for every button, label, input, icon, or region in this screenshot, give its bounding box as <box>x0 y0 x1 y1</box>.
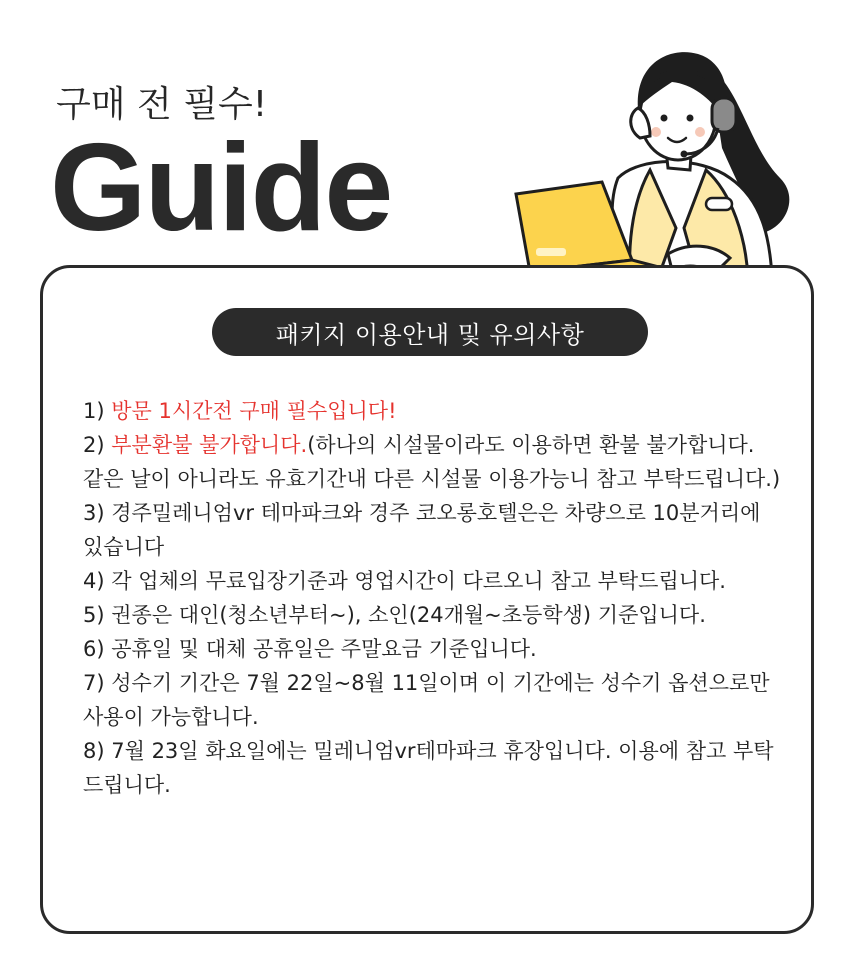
item-text: 권종은 대인(청소년부터~), 소인(24개월~초등학생) 기준입니다. <box>111 603 706 627</box>
item-number: 2) <box>83 433 105 457</box>
item-text: 7월 23일 화요일에는 밀레니엄vr테마파크 휴장입니다. 이용에 참고 부탁 드립니다. <box>83 739 774 797</box>
item-highlight: 방문 1시간전 구매 필수입니다! <box>111 399 397 423</box>
guide-subtitle: 구매 전 필수! <box>56 84 268 125</box>
item-number: 7) <box>83 671 105 695</box>
notice-item-6 <box>83 632 781 666</box>
call-center-agent-illustration <box>500 28 800 278</box>
notice-heading: 패키지 이용안내 및 유의사항 <box>212 308 648 356</box>
guide-title: Guide <box>50 119 392 257</box>
item-number: 3) <box>83 501 105 525</box>
item-text: 성수기 기간은 7월 22일~8월 11일이며 이 기간에는 성수기 옵션으로만 사용이 가능합니다. <box>83 671 770 729</box>
notice-item-1 <box>83 394 781 428</box>
notice-item-8 <box>83 734 781 802</box>
item-number: 5) <box>83 603 105 627</box>
item-text: 경주밀레니엄vr 테마파크와 경주 코오롱호텔은은 차량으로 10분거리에 있습니다 <box>83 501 761 559</box>
item-number: 8) <box>83 739 105 763</box>
notice-item-7 <box>83 666 781 734</box>
item-number: 1) <box>83 399 105 423</box>
notice-item-5 <box>83 598 781 632</box>
item-number: 6) <box>83 637 105 661</box>
item-text: 공휴일 및 대체 공휴일은 주말요금 기준입니다. <box>111 637 537 661</box>
item-text: 각 업체의 무료입장기준과 영업시간이 다르오니 참고 부탁드립니다. <box>111 569 726 593</box>
notice-item-3 <box>83 496 781 564</box>
notice-list <box>83 394 781 802</box>
item-highlight: 부분환불 불가합니다. <box>111 433 308 457</box>
item-number: 4) <box>83 569 105 593</box>
notice-item-2 <box>83 428 781 496</box>
notice-item-4 <box>83 564 781 598</box>
item-text: (하나의 시설물이라도 이용하면 환불 불가합니다. 같은 날이 아니라도 유효기간내 다른 시설물 이용가능니 참고 부탁드립니다.) <box>83 433 781 491</box>
notice-card <box>40 265 814 934</box>
